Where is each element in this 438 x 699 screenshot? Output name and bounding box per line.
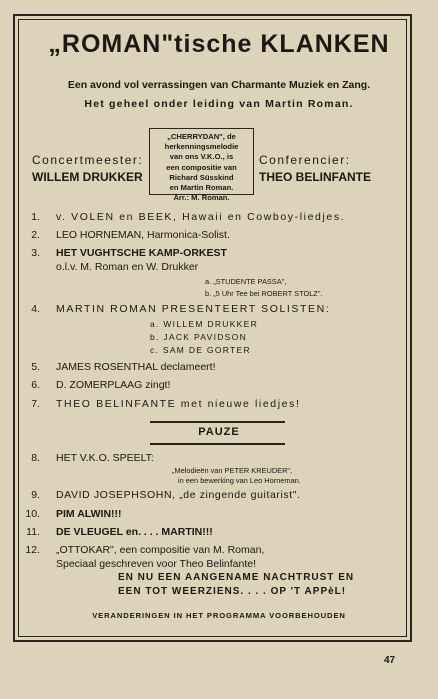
program-subitem: a. „STUDENTE PASSA",	[205, 277, 287, 286]
program-item: THEO BELINFANTE met nieuwe liedjes!	[56, 398, 301, 410]
subtitle-evening: Een avond vol verrassingen van Charmante Muziek en Zang.	[67, 79, 371, 91]
box-line: en Martin Roman.	[169, 183, 234, 193]
program-item: DE VLEUGEL en. . . . MARTIN!!!	[56, 526, 213, 538]
program-item: HET V.K.O. SPEELT:	[56, 452, 154, 464]
box-line: herkenningsmelodie	[164, 142, 239, 152]
conferencier-label: Conferencier:	[259, 153, 351, 167]
box-line: Arr.: M. Roman.	[173, 193, 230, 203]
item-number: 2.	[31, 229, 40, 241]
program-item: LEO HORNEMAN, Harmonica-Solist.	[56, 229, 230, 241]
program-item: „OTTOKAR", een compositie van M. Roman,	[56, 544, 265, 556]
program-item: MARTIN ROMAN PRESENTEERT SOLISTEN:	[56, 303, 331, 315]
pauze-heading: PAUZE	[198, 426, 240, 438]
program-item: DAVID JOSEPHSOHN, „de zingende guitarist".	[56, 489, 301, 501]
item-number: 5.	[31, 361, 40, 373]
program-subitem: „Melodieën van PETER KREUDER",	[172, 466, 293, 475]
box-line: van ons V.K.O., is	[169, 152, 234, 162]
pauze-rule-bottom	[150, 443, 285, 445]
item-number: 1.	[31, 211, 40, 223]
concertmaster-name: WILLEM DRUKKER	[32, 170, 143, 184]
conferencier-name: THEO BELINFANTE	[259, 170, 372, 184]
changes-notice: VERANDERINGEN IN HET PROGRAMMA VOORBEHOUDEN	[92, 611, 346, 620]
soloist: c. SAM DE GORTER	[150, 345, 251, 355]
program-item-detail: Speciaal geschreven voor Theo Belinfante!	[56, 558, 257, 570]
conferencier-block	[259, 152, 371, 186]
soloist: b. JACK PAVIDSON	[150, 332, 248, 342]
closing-line-2: EEN TOT WEERZIENS. . . . OP 'T APPèL!	[118, 586, 347, 597]
pauze-rule-top	[150, 421, 285, 423]
subtitle-leadership: Het geheel onder leiding van Martin Roman.	[84, 98, 354, 110]
concertmaster-block	[32, 152, 143, 186]
program-item: PIM ALWIN!!!	[56, 508, 122, 520]
program-subitem: in een bewerking van Leo Horneman.	[178, 476, 301, 485]
page-number: 47	[384, 655, 396, 666]
program-item: D. ZOMERPLAAG zingt!	[56, 379, 171, 391]
item-number: 8.	[31, 452, 40, 464]
box-line: Richard Süsskind	[169, 172, 234, 182]
box-line: een compositie van	[166, 162, 237, 172]
item-number: 11.	[26, 526, 40, 538]
concertmaster-label: Concertmeester:	[32, 153, 144, 167]
cherrydan-note-box	[149, 128, 254, 203]
closing-line-1: EN NU EEN AANGENAME NACHTRUST EN	[118, 572, 355, 583]
item-number: 7.	[31, 398, 40, 410]
box-line: „CHERRYDAN", de	[167, 132, 236, 141]
program-item: HET VUGHTSCHE KAMP-ORKEST	[56, 247, 227, 259]
item-number: 3.	[31, 247, 40, 259]
item-number: 6.	[31, 379, 40, 391]
program-item: JAMES ROSENTHAL declameert!	[56, 361, 216, 373]
soloist: a. WILLEM DRUKKER	[150, 319, 259, 329]
item-number: 4.	[31, 303, 40, 315]
program-item-detail: o.l.v. M. Roman en W. Drukker	[56, 261, 199, 273]
item-number: 12.	[25, 544, 40, 556]
page-title: „ROMAN"tische KLANKEN	[48, 30, 390, 58]
program-subitem: b. „5 Uhr Tee bei ROBERT STOLZ".	[205, 289, 323, 298]
item-number: 9.	[31, 489, 40, 501]
program-item: v. VOLEN en BEEK, Hawaii en Cowboy-liedjes.	[56, 211, 346, 223]
item-number: 10.	[25, 508, 40, 520]
